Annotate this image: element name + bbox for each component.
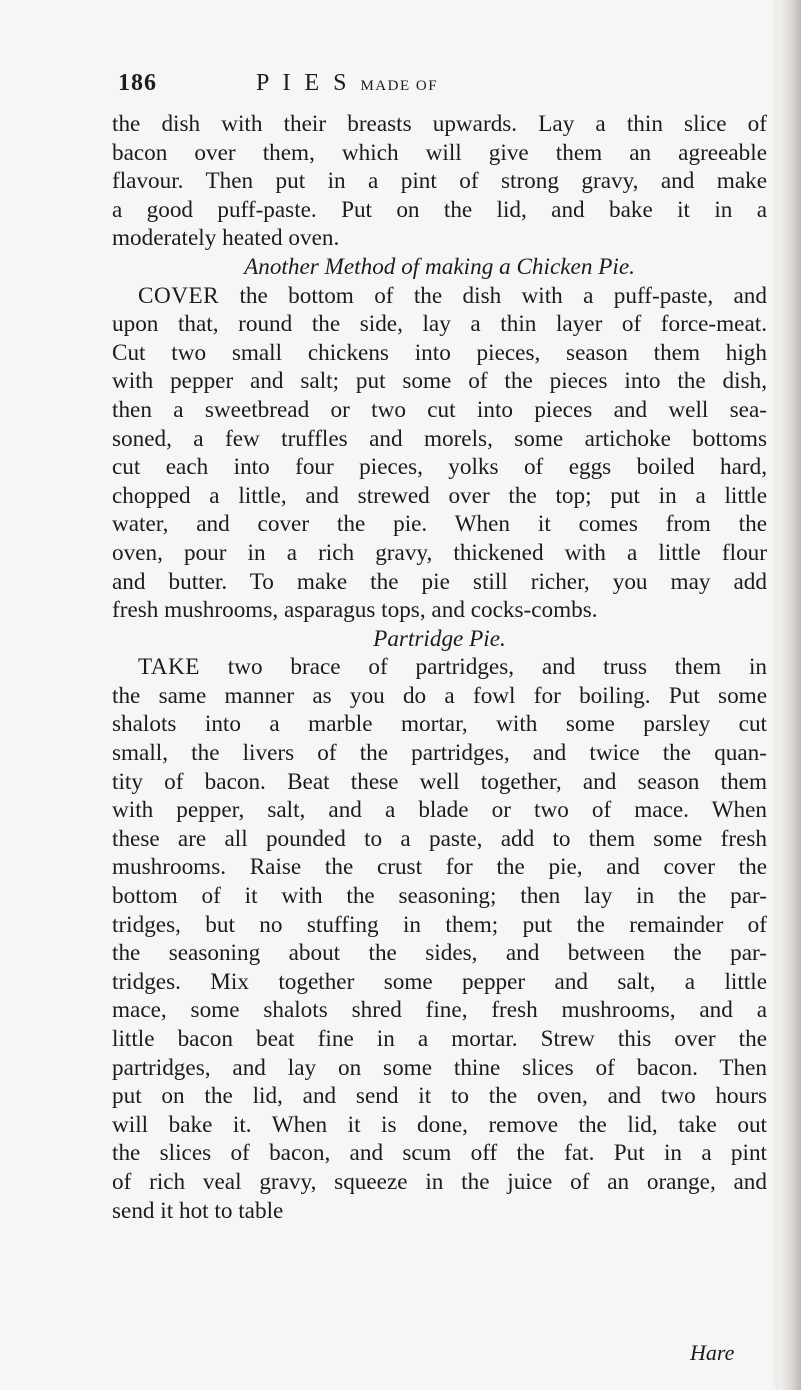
page-gutter-shadow bbox=[771, 0, 779, 1390]
text-line: moderately heated oven. bbox=[112, 225, 340, 252]
text-line: with pepper and salt; put some of the pieces into the dish, bbox=[112, 368, 767, 395]
catchword: Hare bbox=[690, 1340, 735, 1365]
text-line: a good puff-paste. Put on the lid, and bake it in a bbox=[112, 196, 767, 223]
paragraph-first-word: COVER bbox=[138, 282, 220, 309]
page-edge bbox=[779, 0, 801, 1390]
text-line: fresh mushrooms, asparagus tops, and cocks-combs. bbox=[112, 597, 598, 624]
text-run: two brace of partridges, and truss them in bbox=[199, 654, 767, 681]
running-title-main: P I E S bbox=[256, 70, 351, 96]
chicken-pie-paragraph bbox=[112, 282, 767, 625]
text-line: soned, a few truffles and morels, some artichoke bottoms bbox=[112, 425, 767, 452]
text-line: then a sweetbread or two cut into pieces and well sea- bbox=[112, 396, 767, 423]
text-line bbox=[112, 653, 767, 682]
page-header bbox=[118, 70, 758, 110]
section-heading-chicken-pie: Another Method of making a Chicken Pie. bbox=[244, 253, 635, 280]
text-line: Cut two small chickens into pieces, season them high bbox=[112, 339, 767, 366]
text-line bbox=[112, 282, 767, 311]
partridge-pie-paragraph bbox=[112, 653, 767, 1225]
page-number: 186 bbox=[118, 70, 157, 96]
text-line: bacon over them, which will give them an agreeable bbox=[112, 139, 767, 166]
text-line: mushrooms. Raise the crust for the pie, and cover the bbox=[112, 854, 767, 881]
section-heading-partridge-pie: Partridge Pie. bbox=[373, 625, 506, 652]
text-line: the dish with their breasts upwards. Lay a thin slice of bbox=[112, 111, 767, 137]
text-line: the same manner as you do a fowl for boiling. Put some bbox=[112, 682, 767, 709]
continuation-paragraph bbox=[112, 110, 767, 253]
text-line: partridges, and lay on some thine slices of bacon. Then bbox=[112, 1054, 767, 1081]
running-title bbox=[256, 70, 438, 97]
page-body bbox=[112, 110, 767, 1225]
text-line: little bacon beat fine in a mortar. Strew this over the bbox=[112, 1026, 767, 1052]
text-line: shalots into a marble mortar, with some parsley cut bbox=[112, 711, 767, 738]
text-run: the bottom of the dish with a puff-paste, and bbox=[219, 282, 767, 309]
text-line: these are all pounded to a paste, add to them some fresh bbox=[112, 825, 767, 852]
text-line: tridges. Mix together some pepper and salt, a little bbox=[112, 968, 767, 995]
text-line: the slices of bacon, and scum off the fat. Put in a pint bbox=[112, 1140, 767, 1167]
text-line: send it hot to table bbox=[112, 1197, 284, 1224]
text-line: put on the lid, and send it to the oven, and two hours bbox=[112, 1083, 767, 1110]
text-line: of rich veal gravy, squeeze in the juice of an orange, and bbox=[112, 1168, 767, 1195]
text-line: bottom of it with the seasoning; then lay in the par- bbox=[112, 883, 767, 910]
text-line: water, and cover the pie. When it comes from the bbox=[112, 511, 767, 538]
text-line: tridges, but no stuffing in them; put the remainder of bbox=[112, 911, 767, 938]
text-line: will bake it. When it is done, remove the lid, take out bbox=[112, 1111, 767, 1138]
text-line: the seasoning about the sides, and between the par- bbox=[112, 940, 767, 967]
text-line: mace, some shalots shred fine, fresh mushrooms, and a bbox=[112, 997, 767, 1024]
text-line: chopped a little, and strewed over the top; put in a little bbox=[112, 482, 767, 509]
running-title-sub: MADE OF bbox=[360, 78, 439, 94]
text-line: with pepper, salt, and a blade or two of mace. When bbox=[112, 797, 767, 824]
text-line: flavour. Then put in a pint of strong gravy, and make bbox=[112, 168, 767, 195]
text-line: and butter. To make the pie still richer, you may add bbox=[112, 568, 767, 595]
text-line: cut each into four pieces, yolks of eggs boiled hard, bbox=[112, 454, 767, 481]
text-line: upon that, round the side, lay a thin layer of force-meat. bbox=[112, 311, 767, 338]
text-line: small, the livers of the partridges, and twice the quan- bbox=[112, 740, 767, 767]
paragraph-first-word: TAKE bbox=[138, 654, 200, 681]
text-line: tity of bacon. Beat these well together, and season them bbox=[112, 768, 767, 795]
text-line: oven, pour in a rich gravy, thickened with a little flour bbox=[112, 539, 767, 566]
